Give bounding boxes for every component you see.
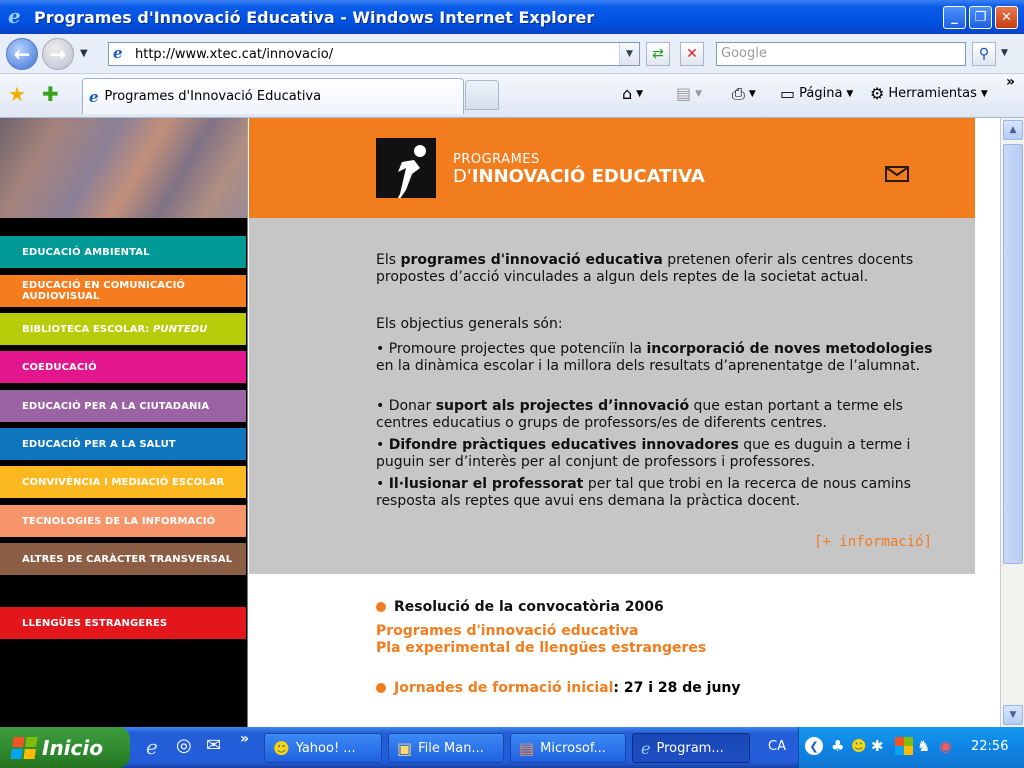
sidebar-item-convivencia[interactable]: CONVIVÈNCIA I MEDIACIÓ ESCOLAR [0,466,246,498]
start-button[interactable]: Inicio [0,727,130,768]
ie-logo-icon: e [8,4,21,28]
tray-network-icon[interactable]: ✱ [871,737,884,755]
window-titlebar[interactable] [0,0,1024,34]
vertical-scrollbar[interactable] [1000,118,1024,727]
news-item-2: Jornades de formació inicial: 27 i 28 de juny [376,680,741,697]
ie-icon: e [641,738,651,758]
scroll-down-icon[interactable]: ▼ [1003,705,1023,725]
quicklaunch-mail-icon[interactable]: ✉ [206,735,222,756]
sidebar-item-coeducacio[interactable]: COEDUCACIÓ [0,351,246,383]
window-title: Programes d'Innovació Educativa - Windows Internet Explorer [34,7,595,27]
search-icon[interactable]: ⚲ [972,42,996,66]
favorites-star-icon[interactable]: ★ [8,82,26,106]
programes-logo [376,138,436,198]
restore-button[interactable]: ❐ [969,6,992,29]
refresh-button[interactable]: ⇄ [646,42,670,66]
news-item-1-title: Resolució de la convocatòria 2006 [376,599,664,616]
page-menu-icon: ▭ [780,84,796,103]
tray-expand-icon[interactable]: ❮ [805,737,823,755]
banner-line1: PROGRAMES [453,152,540,167]
page-menu-button[interactable]: ▭ Página ▼ [780,84,854,103]
tab-active[interactable] [82,78,464,114]
history-dropdown-icon[interactable]: ▼ [80,48,88,59]
sidebar-item-ciutadania[interactable]: EDUCACIÓ PER A LA CIUTADANIA [0,390,246,422]
address-dropdown-icon[interactable]: ▼ [619,43,639,65]
scroll-up-icon[interactable]: ▲ [1003,120,1023,140]
page-viewport [0,118,1000,727]
runner-icon [376,138,436,198]
new-tab-button[interactable] [465,80,499,110]
scroll-thumb[interactable] [1003,144,1023,564]
file-manager-icon: ▣ [397,738,413,758]
taskbar-microsoft[interactable]: ▤ Microsof... [510,733,626,763]
news-link-pla-experimental[interactable]: Pla experimental de llengües estrangeres [376,640,707,656]
sidebar-item-biblioteca-escolar[interactable]: BIBLIOTECA ESCOLAR: PUNTEDU [0,313,246,345]
chevron-more-icon[interactable]: » [1006,74,1016,90]
intro-paragraph: Els programes d'innovació educativa pretenen oferir als centres docents propostes d’acció vinculades a algun dels reptes de la societat actual. [376,252,914,285]
tools-menu-button[interactable]: ⚙ Herramientas ▼ [870,84,988,103]
search-input[interactable]: Google [716,42,966,66]
objective-3: • Difondre pràctiques educatives innovadores que es duguin a terme i puguin ser d’interès per al conjunt de professors i professores. [376,437,911,470]
home-button[interactable]: ⌂ ▼ [622,84,644,103]
rss-icon: ▤ [676,84,692,103]
clock[interactable]: 22:56 [971,739,1009,754]
search-options-icon[interactable]: ▼ [1001,48,1008,58]
mail-icon[interactable] [885,166,909,182]
gear-icon: ⚙ [870,84,885,103]
quicklaunch-more-icon[interactable]: » [240,731,250,747]
print-button[interactable]: ⎙ ▼ [732,84,756,103]
orange-bullet-icon [376,683,386,693]
sidebar-item-educacio-ambiental[interactable]: EDUCACIÓ AMBIENTAL [0,236,246,268]
tray-messenger-icon[interactable]: ☻ [851,737,867,755]
address-input[interactable] [108,42,640,66]
tray-windows-icon[interactable] [895,737,913,755]
forward-button[interactable]: → [42,38,74,70]
feeds-button[interactable]: ▤ ▼ [676,84,703,103]
envelope-flap-icon [887,168,907,180]
quicklaunch-ie-icon[interactable]: e [146,735,158,759]
address-toolbar [0,34,1024,74]
taskbar-yahoo[interactable]: ☻ Yahoo! ... [264,733,382,763]
banner-line2: D'INNOVACIÓ EDUCATIVA [453,166,705,187]
taskbar-programes[interactable]: e Program... [632,733,750,763]
sidebar-item-llengues[interactable]: LLENGÜES ESTRANGERES [0,607,246,639]
sidebar-item-comunicacio-audiovisual[interactable]: EDUCACIÓ EN COMUNICACIÓ AUDIOVISUAL [0,275,246,307]
tab-title: Programes d'Innovació Educativa [104,89,322,104]
news-link-jornades[interactable]: Jornades de formació inicial [394,680,614,696]
news-link-programes[interactable]: Programes d'innovació educativa [376,623,639,639]
sidebar-item-salut[interactable]: EDUCACIÓ PER A LA SALUT [0,428,246,460]
printer-icon: ⎙ [732,84,745,103]
tray-app-icon[interactable]: ♣ [831,737,845,755]
add-favorites-icon[interactable]: ✚ [42,82,59,106]
more-info-link[interactable]: [+ informació] [814,534,933,550]
main-content [249,118,975,727]
home-icon: ⌂ [622,84,633,103]
orange-bullet-icon [376,602,386,612]
sidebar [0,118,248,727]
url-text: http://www.xtec.cat/innovacio/ [135,46,334,62]
language-indicator[interactable]: CA [768,739,786,754]
objective-2: • Donar suport als projectes d’innovació que estan portant a terme els centres educatius o grups de professors/es de diferents centres. [376,398,903,431]
tray-update-icon[interactable]: ◉ [939,737,953,755]
sidebar-item-tecnologies[interactable]: TECNOLOGIES DE LA INFORMACIÓ [0,505,246,537]
header-photo [0,118,248,218]
back-button[interactable]: ← [6,38,38,70]
stop-button[interactable]: ✕ [680,42,704,66]
banner [249,118,975,218]
quicklaunch-globe-icon[interactable]: ◎ [176,735,192,756]
objectives-heading: Els objectius generals són: [376,316,563,332]
page-icon: e [113,44,123,62]
close-button[interactable]: ✕ [995,6,1018,29]
objective-1: • Promoure projectes que potenciïn la incorporació de noves metodologies en la dinàmica escolar i la millora dels resultats d’aprenentatge de l’alumnat. [376,341,933,374]
objective-4: • Il·lusionar el professorat per tal que trobi en la recerca de nous camins resposta als reptes que avui ens demana la pràctica docent. [376,476,911,509]
system-tray [798,727,1024,768]
sidebar-item-altres[interactable]: ALTRES DE CARÀCTER TRANSVERSAL [0,543,246,575]
intro-box [249,218,975,574]
taskbar [0,727,1024,768]
taskbar-file-manager[interactable]: ▣ File Man... [388,733,504,763]
windows-logo-icon [10,737,37,759]
smiley-icon: ☻ [273,738,290,758]
command-bar [0,74,1024,118]
tray-security-icon[interactable]: ♞ [917,737,931,755]
minimize-button[interactable]: _ [943,6,966,29]
page-icon: e [89,87,99,106]
powerpoint-icon: ▤ [519,738,535,758]
